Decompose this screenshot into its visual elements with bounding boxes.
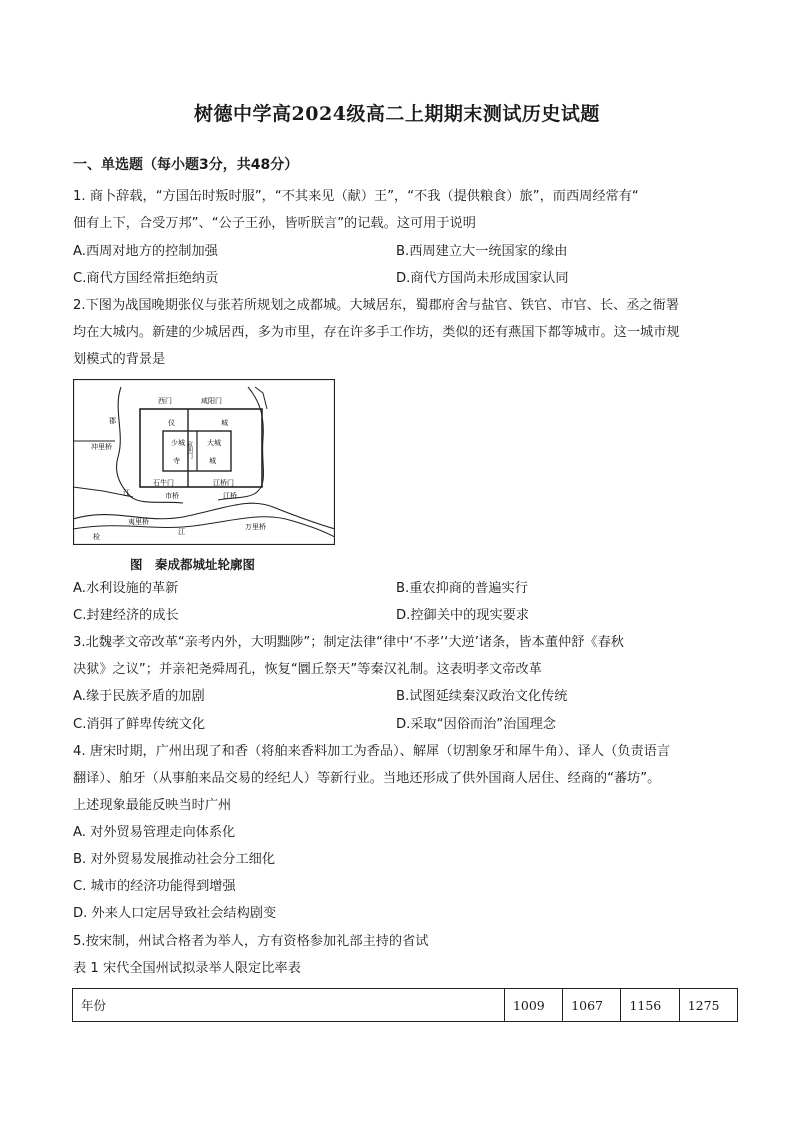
map-label-xianyang-gate: 咸阳门 [201,397,222,405]
q1-stem-line-2: 佃有上下，合受万邦”、“公子王孙，皆听朕言”的记载。这可用于说明 [73,216,476,231]
table-header-year: 年份 [73,989,505,1022]
map-label-shiniu-gate: 石牛门 [153,479,174,487]
q4-stem-line-3: 上述现象最能反映当时广州 [73,798,232,813]
q4-option-d: D. 外来人口定居导致社会结构剧变 [73,906,277,921]
q1-stem-line-1: 1. 商卜辞载，“方国缶时叛时服”，“不其来见（献）王”，“不我（提供粮食）旅”，而西周经常有“ [73,189,639,204]
map-label-small-city: 少城 [171,439,185,447]
map-label-chongli-bridge: 冲里桥 [91,443,112,451]
map-caption: 图 秦成都城址轮廓图 [130,557,256,572]
chengdu-city-map [73,379,335,545]
q4-option-b: B. 对外贸易发展推动社会分工细化 [73,852,276,867]
q5-table-caption: 表 1 宋代全国州试拟录举人限定比率表 [73,961,301,976]
section-heading: 一、单选题（每小题3分，共48分） [73,157,299,173]
q5-stem-line-1: 5.按宋制，州试合格者为举人，方有资格参加礼部主持的省试 [73,934,429,949]
map-label-wanli-bridge: 万里桥 [245,523,266,531]
q2-stem-line-2: 均在大城内。新建的少城居西，多为市里，存在许多手工作坊，类似的还有燕国下都等城市。这一城市规 [73,325,680,340]
table-cell-year: 1156 [621,989,679,1022]
q4-stem-line-2: 翻译）、舶牙（从事舶来品交易的经纪人）等新行业。当地还形成了供外国商人居住、经商的“蕃坊”。 [73,771,661,786]
map-label-yili-bridge: 夷里桥 [128,518,149,526]
map-label-river-2: 江 [178,528,185,536]
map-label-big-city: 大城 [207,439,221,447]
q3-option-d: D.采取“因俗而治”治国理念 [396,717,556,732]
q3-option-c: C.消弭了鲜卑传统文化 [73,717,206,732]
q2-stem-line-3: 划模式的背景是 [73,352,166,367]
map-label-jiang-bridge: 江桥 [223,492,237,500]
q2-option-a: A.水利设施的革新 [73,581,179,596]
q3-option-b: B.试图延续秦汉政治文化传统 [396,689,568,704]
map-label-cheng-2: 城 [209,457,216,465]
map-label-si: 寺 [173,457,180,465]
q3-stem-line-1: 3.北魏孝文帝改革“亲考内外，大明黜陟”；制定法律“律中‘不孝’‘大逆’诸条，皆本董仲舒《春秋 [73,635,624,650]
map-label-jian: 检 [93,533,100,541]
q2-option-c: C.封建经济的成长 [73,608,179,623]
map-figure [73,379,335,545]
q1-option-c: C.商代方国经常拒绝纳贡 [73,271,219,286]
q3-option-a: A.缘于民族矛盾的加剧 [73,689,205,704]
exam-title: 树德中学高2024级高二上期期末测试历史试题 [194,103,600,125]
map-label-river-1: 江 [123,489,130,497]
q2-stem-line-1: 2.下图为战国晚期张仪与张若所规划之成都城。大城居东，蜀郡府舍与盐官、铁官、市官、长、丞之衙署 [73,298,680,313]
q4-option-c: C. 城市的经济功能得到增强 [73,879,236,894]
map-label-yi: 仪 [168,419,175,427]
table-cell-year: 1275 [679,989,737,1022]
q1-option-d: D.商代方国尚未形成国家认同 [396,271,569,286]
q2-option-d: D.控御关中的现实要求 [396,608,530,623]
q2-option-b: B.重农抑商的普遍实行 [396,581,528,596]
q1-option-a: A.西周对地方的控制加强 [73,244,218,259]
q1-option-b: B.西周建立大一统国家的缘由 [396,244,568,259]
map-label-jiangqiao-gate: 江桥门 [213,479,234,487]
map-label-market-bridge: 市桥 [165,492,179,500]
map-label-cheng: 城 [221,419,228,427]
map-label-prefecture: 郡 [109,417,116,425]
q4-option-a: A. 对外贸易管理走向体系化 [73,825,236,840]
q4-stem-line-1: 4. 唐宋时期，广州出现了和香（将舶来香料加工为香品）、解犀（切割象牙和犀牛角）、译人（负责语言 [73,744,671,759]
map-label-xuanming-gate: 宣明门 [185,441,193,459]
table-cell-year: 1009 [504,989,562,1022]
q3-stem-line-2: 决狱》之议”；并亲祀尧舜周孔，恢复“圜丘祭天”等秦汉礼制。这表明孝文帝改革 [73,662,542,677]
admission-ratio-table [72,988,738,1022]
table-row [73,989,738,1022]
table-cell-year: 1067 [563,989,621,1022]
map-label-west-gate: 西门 [158,397,172,405]
